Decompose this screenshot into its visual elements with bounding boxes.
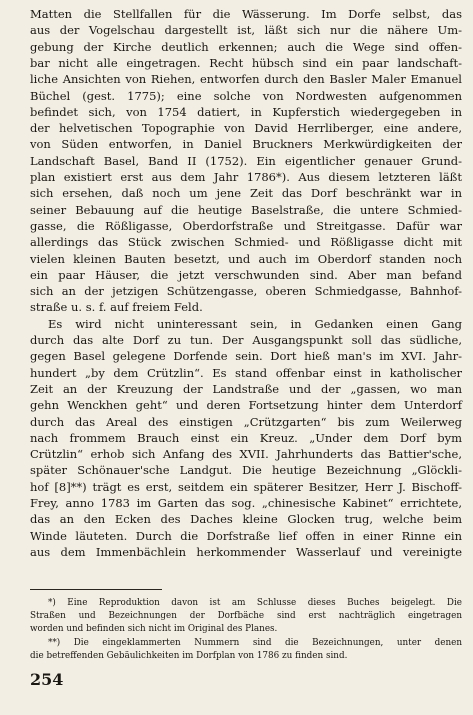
text-line: das an den Ecken des Daches kleine Glocken trug, welche beim: [30, 512, 462, 527]
text-line: gasse, die Rößligasse, Oberdorfstraße und Streitgasse. Dafür war: [30, 218, 462, 233]
text-line: ein paar Häuser, die jetzt verschwunden sind. Aber man befand: [30, 267, 462, 282]
text-line: hof [8]**) trägt es erst, seitdem ein späterer Besitzer, Herr J. Bischoff-: [30, 479, 462, 494]
text-line: vielen kleinen Bauten besetzt, und auch im Oberdorf standen noch: [30, 251, 462, 266]
footnote-line: die betreffenden Gebäulichkeiten im Dorfplan von 1786 zu finden sind.: [30, 651, 348, 661]
text-line: Crützlin“ erhob sich Anfang des XVII. Jahrhunderts das Battier'sche,: [30, 447, 462, 462]
text-line: aus der Vogelschau dargestellt ist, läßt sich nur die nähere Um-: [30, 23, 462, 38]
text-line: plan existiert erst aus dem Jahr 1786*). Aus diesem letzteren läßt: [30, 170, 462, 184]
footnote-line: *) Eine Reproduktion davon ist am Schlusse dieses Buches beigelegt. Die: [48, 598, 462, 608]
text-line: nach frommem Brauch einst ein Kreuz. „Under dem Dorf bym: [30, 430, 462, 445]
text-line: gebung der Kirche deutlich erkennen; auch die Wege sind offen-: [30, 39, 462, 54]
text-line: gehn Wenckhen geht“ und deren Fortsetzung hinter dem Unterdorf: [30, 398, 462, 413]
text-line: der helvetischen Topographie von David Herrliberger, eine andere,: [30, 121, 462, 136]
text-line: befindet sich, von 1754 datiert, in Kupferstich wiedergegeben in: [30, 104, 462, 119]
text-line: hundert „by dem Crützlin“. Es stand offenbar einst in katholischer: [30, 365, 462, 380]
text-line: sich ersehen, daß noch um jene Zeit das Dorf beschränkt war in: [30, 186, 462, 201]
text-line: durch das alte Dorf zu tun. Der Ausgangspunkt soll das südliche,: [30, 333, 462, 347]
text-line: Zeit an der Kreuzung der Landstraße und der „gassen, wo man: [30, 381, 462, 396]
text-line: später Schönauer'sche Landgut. Die heutige Bezeichnung „Glöckli-: [30, 463, 462, 478]
text-line: Matten die Stellfallen für die Wässerung. Im Dorfe selbst, das: [30, 7, 462, 21]
footnote-line: worden und befinden sich nicht im Original des Planes.: [30, 624, 278, 634]
text-line: durch das Areal des einstigen „Crützgarten“ bis zum Weilerweg: [30, 414, 462, 429]
text-line: bar nicht alle eingetragen. Recht hübsch sind ein paar landschaft-: [30, 55, 462, 70]
text-line: Es wird nicht uninteressant sein, in Gedanken einen Gang: [48, 316, 462, 331]
page-number: 254: [30, 670, 64, 689]
text-line: Frey, anno 1783 im Garten das sog. „chinesische Kabinet“ errichtete,: [30, 496, 462, 510]
text-line: Landschaft Basel, Band II (1752). Ein eigentlicher genauer Grund-: [30, 153, 462, 168]
text-line: aus dem Immenbächlein herkommender Wasserlauf und vereinigte: [30, 544, 462, 559]
text-line: allerdings das Stück zwischen Schmied- und Rößligasse dicht mit: [30, 235, 462, 250]
footnote-separator: [30, 589, 162, 590]
text-line: sich an der jetzigen Schützengasse, oberen Schmiedgasse, Bahnhof-: [30, 284, 462, 299]
text-line: liche Ansichten von Riehen, entworfen durch den Basler Maler Emanuel: [30, 72, 462, 87]
page: [30, 0, 462, 715]
text-line: straße u. s. f. auf freiem Feld.: [30, 300, 203, 315]
footnote-line: Straßen und Bezeichnungen der Dorfbäche sind erst nachträglich eingetragen: [30, 611, 462, 621]
text-line: seiner Bebauung auf die heutige Baselstraße, die untere Schmied-: [30, 202, 462, 217]
text-line: Winde läuteten. Durch die Dorfstraße lief offen in einer Rinne ein: [30, 528, 462, 543]
text-line: gegen Basel gelegene Dorfende sein. Dort hieß man's im XVI. Jahr-: [30, 349, 462, 364]
text-line: von Süden entworfen, in Daniel Bruckners Merkwürdigkeiten der: [30, 137, 462, 152]
text-line: Büchel (gest. 1775); eine solche von Nordwesten aufgenommen: [30, 88, 462, 103]
footnote-line: **) Die eingeklammerten Nummern sind die Bezeichnungen, unter denen: [48, 638, 462, 648]
